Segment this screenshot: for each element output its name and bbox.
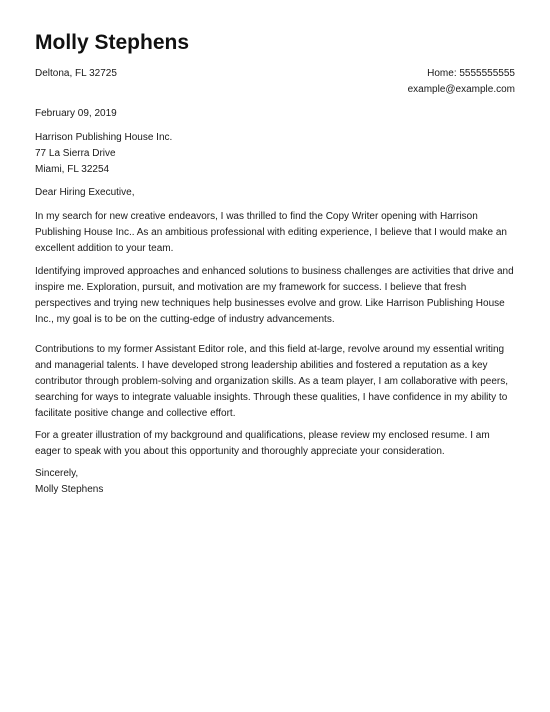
paragraph-motivation: Identifying improved approaches and enhanced solutions to business challenges are activities that drive and inspire me. Exploration, pursuit, and motivation are my framework for success. I believe that fresh perspectives and trying new techniques help businesses evolve and grow. Like Harrison Publishing House Inc., my goal is to be on the cutting-edge of industry advancements.	[35, 266, 514, 325]
paragraph-closing: For a greater illustration of my background and qualifications, please review my enclosed resume. I am eager to speak with you about this opportunity and thoroughly appreciate your consideration.	[35, 430, 490, 457]
letter-date: February 09, 2019	[35, 108, 117, 119]
applicant-name: Molly Stephens	[35, 31, 190, 54]
applicant-email: example@example.com	[407, 84, 515, 95]
applicant-phone: Home: 5555555555	[427, 68, 515, 79]
paragraph-intro: In my search for new creative endeavors, I was thrilled to find the Copy Writer opening with Harrison Publishing House Inc.. As an ambitious professional with editing experience, I believe that I would make an excellent addition to your team.	[35, 211, 507, 254]
recipient-company: Harrison Publishing House Inc.	[35, 132, 173, 143]
contact-details	[408, 66, 515, 98]
closing-phrase: Sincerely,	[35, 468, 79, 479]
signature-name: Molly Stephens	[35, 484, 104, 495]
recipient-block	[35, 130, 515, 178]
recipient-street: 77 La Sierra Drive	[35, 148, 116, 159]
applicant-address: Deltona, FL 32725	[35, 68, 117, 79]
recipient-city: Miami, FL 32254	[35, 164, 110, 175]
paragraph-experience: Contributions to my former Assistant Editor role, and this field at-large, revolve around my essential writing and managerial talents. I have developed strong leadership abilities and fostered a reputation as a key contributor through problem-solving and organization skills. As a team player, I am collaborative with peers, searching for ways to integrate valuable insights. Through these qualities, I have confidence in my ability to facilitate positive change and collective effort.	[35, 344, 509, 419]
salutation: Dear Hiring Executive,	[35, 187, 135, 198]
signoff-block	[35, 466, 515, 498]
